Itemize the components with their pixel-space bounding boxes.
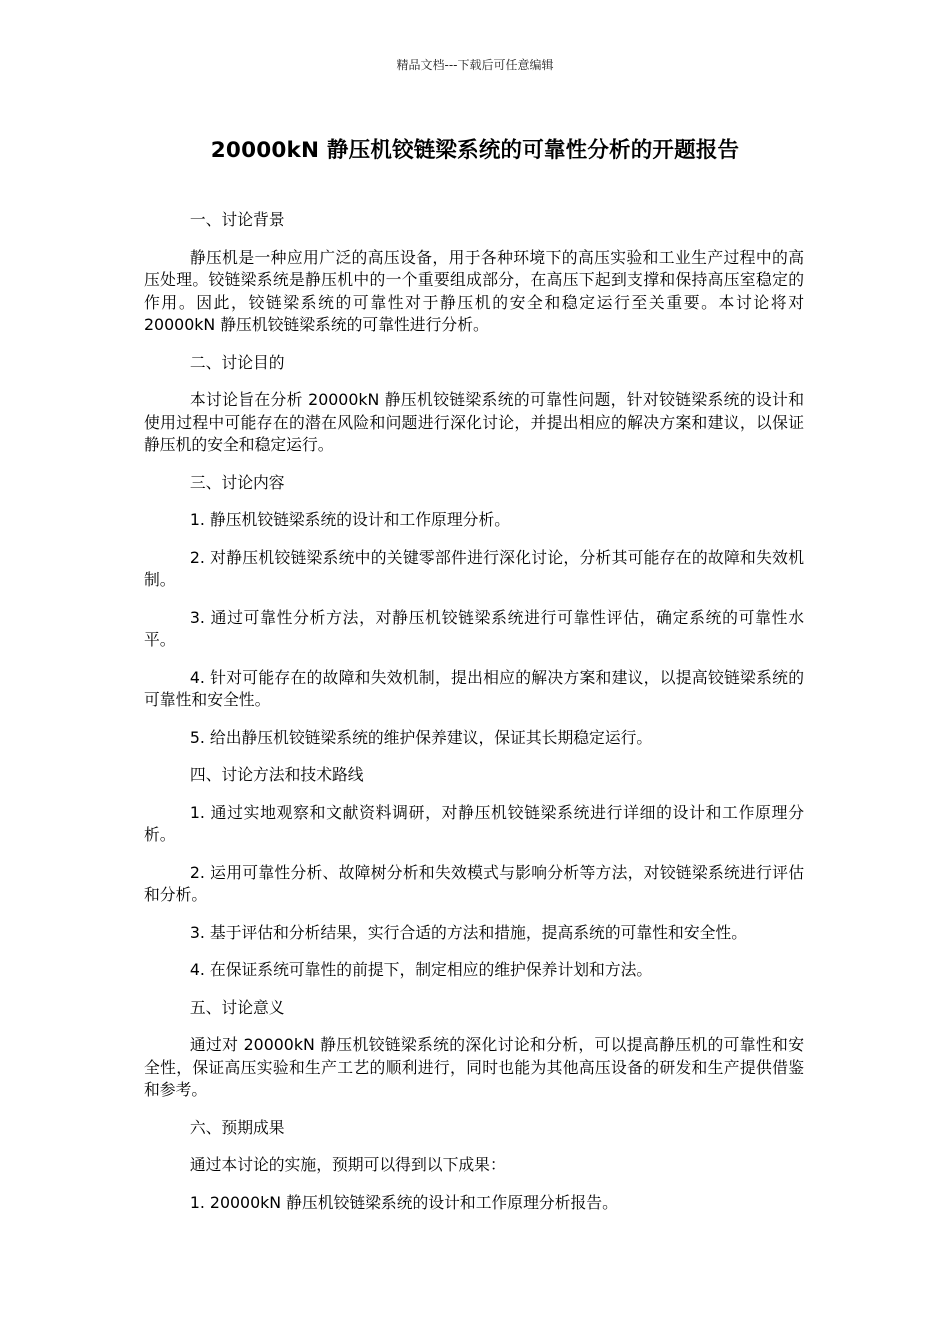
list-item-content-3: 3. 通过可靠性分析方法，对静压机铰链梁系统进行可靠性评估，确定系统的可靠性水平。	[144, 607, 804, 649]
list-item-methods-4: 4. 在保证系统可靠性的前提下，制定相应的维护保养计划和方法。	[189, 960, 653, 979]
section-heading-results: 六、预期成果	[189, 1117, 285, 1137]
list-item-content-5: 5. 给出静压机铰链梁系统的维护保养建议，保证其长期稳定运行。	[189, 727, 653, 747]
paragraph-results-intro: 通过本讨论的实施，预期可以得到以下成果：	[189, 1155, 506, 1174]
document-body	[144, 209, 804, 1229]
list-item-results-1: 1. 20000kN 静压机铰链梁系统的设计和工作原理分析报告。	[189, 1192, 618, 1212]
section-heading-content: 三、讨论内容	[189, 472, 285, 492]
page-header: 精品文档---下载后可任意编辑	[396, 58, 554, 72]
list-item-content-4: 4. 针对可能存在的故障和失效机制，提出相应的解决方案和建议，以提高铰链梁系统的可靠性和安全性。	[144, 667, 804, 709]
list-item-methods-3: 3. 基于评估和分析结果，实行合适的方法和措施，提高系统的可靠性和安全性。	[189, 922, 748, 942]
section-heading-purpose: 二、讨论目的	[189, 352, 285, 372]
list-item-methods-1: 1. 通过实地观察和文献资料调研，对静压机铰链梁系统进行详细的设计和工作原理分析。	[144, 802, 804, 844]
section-heading-background: 一、讨论背景	[189, 210, 285, 229]
section-heading-methods: 四、讨论方法和技术路线	[189, 765, 364, 784]
list-item-content-1: 1. 静压机铰链梁系统的设计和工作原理分析。	[189, 510, 511, 529]
paragraph-significance: 通过对 20000kN 静压机铰链梁系统的深化讨论和分析，可以提高静压机的可靠性和安全性，保证高压实验和生产工艺的顺利进行，同时也能为其他高压设备的研发和生产提供借鉴和参考。	[144, 1035, 804, 1099]
list-item-content-2: 2. 对静压机铰链梁系统中的关键零部件进行深化讨论，分析其可能存在的故障和失效机制。	[144, 547, 804, 589]
document-title: 20000kN 静压机铰链梁系统的可靠性分析的开题报告	[210, 138, 740, 163]
section-heading-significance: 五、讨论意义	[189, 997, 285, 1017]
paragraph-purpose: 本讨论旨在分析 20000kN 静压机铰链梁系统的可靠性问题，针对铰链梁系统的设计和使用过程中可能存在的潜在风险和问题进行深化讨论，并提出相应的解决方案和建议，以保证静压机的安全和稳定运行。	[144, 390, 804, 454]
list-item-methods-2: 2. 运用可靠性分析、故障树分析和失效模式与影响分析等方法，对铰链梁系统进行评估和分析。	[144, 862, 804, 904]
paragraph-background: 静压机是一种应用广泛的高压设备，用于各种环境下的高压实验和工业生产过程中的高压处理。铰链梁系统是静压机中的一个重要组成部分，在高压下起到支撑和保持高压室稳定的作用。因此，铰链梁系统的可靠性对于静压机的安全和稳定运行至关重要。本讨论将对 20000kN 静压机铰链梁系统的可靠性进行分析。	[144, 247, 804, 334]
